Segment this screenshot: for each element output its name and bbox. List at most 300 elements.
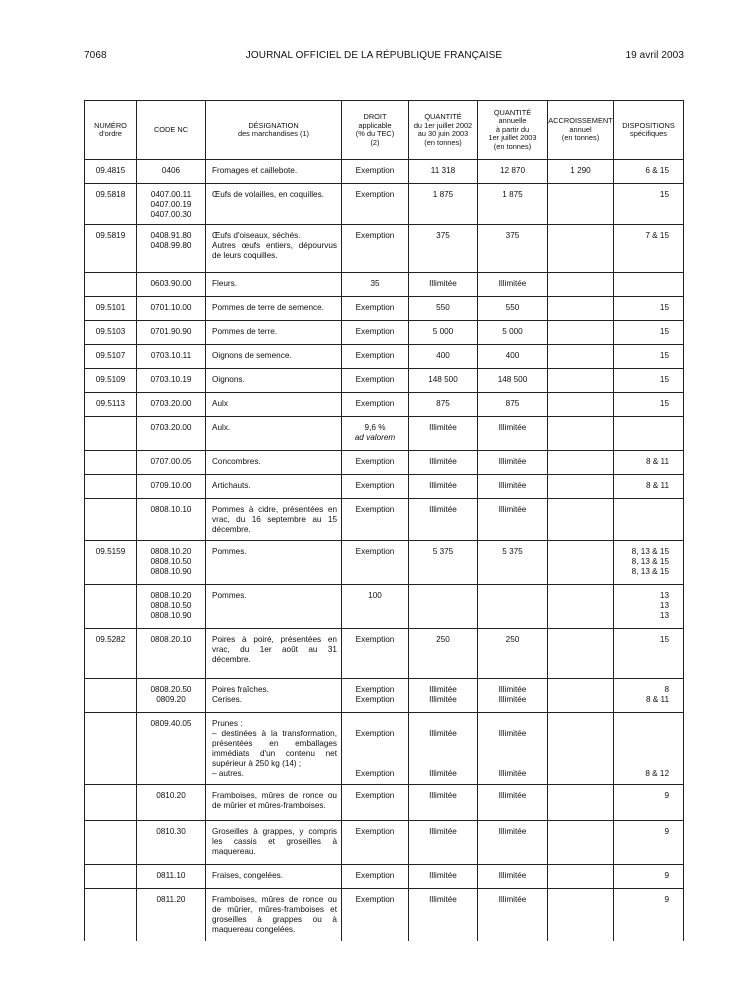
code-nc-cell-line: 0407.00.30 [150,210,192,219]
col-numero-ordre [85,101,137,160]
quantite-2002-cell-line [411,719,475,729]
droit-cell [342,297,409,321]
dispositions-cell-line [616,749,669,759]
quantite-2003-cell-line: Illimitée [498,423,527,432]
table-row [85,541,684,585]
dispositions-cell-line: 13 [659,591,669,600]
column-header-line: au 30 juin 2003 [417,129,469,138]
designation-cell-line: Autres œufs entiers, dépourvus de leurs coquilles. [212,241,340,260]
droit-cell-line [344,749,406,759]
designation-cell-line: Aulx. [212,423,231,432]
code-nc-cell-line: 0408.91.80 [150,231,192,240]
designation-cell-line: Œufs de volailles, en coquilles. [212,190,324,199]
quantite-2002-cell [409,541,478,585]
quantite-2003-cell-line: 1 875 [502,190,523,199]
accroissement-cell [548,321,614,345]
table-row [85,713,684,785]
quantite-2003-cell-line: Illimitée [498,871,527,880]
dispositions-cell-line: 9 [664,871,669,880]
ordre-cell [85,273,137,297]
quantite-2003-cell-line: Illimitée [498,827,527,836]
table-row [85,499,684,541]
code-nc-cell-line: 0810.30 [156,827,186,836]
designation-cell [206,713,342,785]
droit-cell-line: Exemption [355,231,395,240]
code-nc-cell [137,451,206,475]
droit-cell [342,785,409,821]
quantite-2003-cell [478,629,548,679]
code-nc-cell-line: 0811.20 [156,895,186,904]
code-nc-cell-line: 0808.10.50 [150,557,192,566]
dispositions-cell [614,417,684,451]
column-header-line: spécifiques [630,129,667,138]
col-quantite-2002 [409,101,478,160]
quantite-2003-cell [478,160,548,184]
ordre-cell-value: 09.5818 [95,190,126,199]
quantite-2002-cell-line: Illimitée [429,729,457,738]
code-nc-cell [137,321,206,345]
code-nc-cell [137,369,206,393]
code-nc-cell-line: 0703.20.00 [150,399,192,408]
droit-cell-line: Exemption [355,166,395,175]
dispositions-cell-line [616,505,669,515]
code-nc-cell [137,393,206,417]
designation-cell [206,499,342,541]
table-row [85,369,684,393]
code-nc-cell [137,821,206,865]
code-nc-cell-line: 0709.10.00 [150,481,192,490]
dispositions-cell [614,369,684,393]
code-nc-cell-line: 0810.20 [156,791,186,800]
droit-cell [342,369,409,393]
quantite-2003-cell [478,499,548,541]
droit-cell [342,321,409,345]
designation-cell [206,393,342,417]
droit-cell [342,541,409,585]
droit-cell [342,393,409,417]
ordre-cell [85,160,137,184]
quantite-2003-cell [478,451,548,475]
quantite-2002-cell [409,417,478,451]
code-nc-cell-line: 0808.10.10 [150,505,192,514]
accroissement-cell [548,865,614,889]
code-nc-cell-line: 0808.10.50 [150,601,192,610]
quantite-2002-cell [409,865,478,889]
code-nc-cell [137,297,206,321]
ordre-cell [85,629,137,679]
accroissement-cell-value: 1 290 [570,166,591,175]
ordre-cell [85,393,137,417]
code-nc-cell-line: 0809.20 [156,695,186,704]
dispositions-cell-line [616,729,669,739]
designation-cell [206,541,342,585]
designation-cell [206,679,342,713]
droit-cell [342,273,409,297]
designation-cell [206,160,342,184]
quantite-2002-cell-line: Illimitée [429,685,457,694]
quantite-2002-cell-line: 400 [436,351,450,360]
quantite-2003-cell-line: Illimitée [498,457,527,466]
droit-cell-line [344,719,406,729]
designation-cell [206,345,342,369]
designation-cell-line: Fleurs. [212,279,238,288]
quantite-2002-cell-line: 5 000 [432,327,454,336]
dispositions-cell-line: 15 [659,303,669,312]
table-row [85,393,684,417]
ordre-cell [85,785,137,821]
droit-cell-line: Exemption [355,871,395,880]
table-header-row [85,101,684,160]
code-nc-cell-line: 0407.00.11 [150,190,192,199]
code-nc-cell-line: 0701.10.00 [150,303,192,312]
quantite-2002-cell [409,297,478,321]
droit-cell-line: Exemption [355,351,395,360]
table-row [85,865,684,889]
code-nc-cell-line: 0809.40.05 [150,719,192,728]
quantite-2003-cell-line: Illimitée [498,695,527,704]
quantite-2003-cell-line: Illimitée [498,505,527,514]
column-header-line: 1er juillet 2003 [488,133,537,143]
accroissement-cell [548,369,614,393]
code-nc-cell [137,160,206,184]
quantite-2003-cell-line [480,591,545,601]
accroissement-cell [548,417,614,451]
accroissement-cell [548,679,614,713]
accroissement-cell [548,160,614,184]
designation-cell [206,889,342,941]
quantite-2002-cell [409,499,478,541]
code-nc-cell-line: 0703.10.19 [150,375,192,384]
quantite-2002-cell [409,629,478,679]
droit-cell-line: Exemption [355,481,395,490]
quantite-2003-cell [478,225,548,273]
table-row [85,225,684,273]
quantite-2003-cell-line: 875 [505,399,520,408]
designation-cell-line: Groseilles à grappes, y compris les cassis et groseilles à maquereau. [212,827,340,856]
designation-cell [206,225,342,273]
quantite-2003-cell-line: 400 [505,351,520,360]
ordre-cell [85,713,137,785]
droit-cell-line: 100 [368,591,382,600]
droit-cell-line [344,739,406,749]
quantite-2003-cell-line: Illimitée [498,895,527,904]
quantite-2002-cell [409,451,478,475]
ordre-cell [85,679,137,713]
ordre-cell [85,889,137,941]
journal-title: JOURNAL OFFICIEL DE LA RÉPUBLIQUE FRANÇAISE [245,50,503,61]
code-nc-cell [137,345,206,369]
column-header-line: (en tonnes) [493,141,532,151]
quantite-2003-cell-line: 375 [505,231,520,240]
table-row [85,345,684,369]
accroissement-cell [548,225,614,273]
quantite-2002-cell-line [411,749,475,759]
quantite-2003-cell-line: Illimitée [498,685,527,694]
quantite-2002-cell-line [411,591,475,601]
col-droit [342,101,409,160]
accroissement-cell [548,499,614,541]
dispositions-cell [614,225,684,273]
dispositions-cell-line: 8 & 11 [645,695,669,704]
dispositions-cell-line: 8, 13 & 15 [631,567,669,576]
dispositions-cell [614,889,684,941]
droit-cell-line: 35 [370,279,380,288]
ordre-cell-value: 09.5282 [95,635,126,644]
code-nc-cell-line: 0707.00.05 [150,457,192,466]
droit-cell [342,713,409,785]
ordre-cell [85,499,137,541]
designation-cell-line: Artichauts. [212,481,251,490]
quantite-2003-cell [478,417,548,451]
quantite-2003-cell-line [480,749,545,759]
accroissement-cell [548,785,614,821]
code-nc-cell-line: 0603.90.00 [150,279,192,288]
dispositions-cell [614,321,684,345]
accroissement-cell [548,273,614,297]
designation-cell-line: – autres. [212,769,244,778]
ordre-cell-value: 09.4815 [95,166,126,175]
quantite-2003-cell [478,297,548,321]
column-header-line: DÉSIGNATION [248,120,299,130]
dispositions-cell [614,475,684,499]
quantite-2002-cell [409,273,478,297]
col-dispositions [614,101,684,160]
col-quantite-2003 [478,101,548,160]
designation-cell-line: Oignons de semence. [212,351,292,360]
quantite-2002-cell-line: 375 [436,231,450,240]
designation-cell [206,475,342,499]
dispositions-cell [614,393,684,417]
droit-cell [342,679,409,713]
droit-cell [342,629,409,679]
quantite-2003-cell-line: 550 [505,303,520,312]
dispositions-cell [614,541,684,585]
dispositions-cell-line: 15 [659,399,669,408]
column-header-line: NUMÉRO [94,120,127,130]
col-code-nc [137,101,206,160]
ordre-cell [85,321,137,345]
designation-cell-line: Concombres. [212,457,261,466]
dispositions-cell-line [616,739,669,749]
droit-cell [342,821,409,865]
quantite-2002-cell [409,345,478,369]
dispositions-cell-line: 15 [659,635,669,644]
droit-cell-line: Exemption [355,457,395,466]
droit-cell-line: Exemption [355,303,395,312]
column-header-line: annuel [569,124,592,134]
quantite-2003-cell-line: 5 375 [502,547,523,556]
dispositions-cell-line: 13 [659,601,669,610]
quantite-2003-cell-line: Illimitée [498,481,527,490]
column-header-line: (% du TEC) [355,129,395,138]
droit-cell-line: Exemption [355,399,395,408]
dispositions-cell-line: 15 [659,190,669,199]
droit-cell-line: Exemption [355,827,395,836]
quantite-2003-cell-line: Illimitée [498,769,527,778]
quantite-2003-cell [478,889,548,941]
ordre-cell [85,369,137,393]
accroissement-cell [548,629,614,679]
quantite-2003-cell [478,541,548,585]
quantite-2002-cell [409,321,478,345]
ordre-cell-value: 09.5103 [95,327,126,336]
designation-cell-line: Aulx [212,399,228,408]
quantite-2002-cell-line: 148 500 [428,375,458,384]
designation-cell-line: Poires fraîches. [212,685,269,694]
code-nc-cell-line: 0808.10.20 [150,547,192,556]
code-nc-cell-line: 0808.10.20 [150,591,192,600]
quantite-2002-cell [409,225,478,273]
column-header-line: CODE NC [153,124,189,134]
table-row [85,321,684,345]
ordre-cell [85,345,137,369]
ordre-cell [85,821,137,865]
table-row [85,889,684,941]
quantite-2002-cell [409,393,478,417]
column-header-line: QUANTITÉ [493,107,532,117]
code-nc-cell [137,417,206,451]
ordre-cell [85,297,137,321]
tariff-quota-table [84,100,684,941]
quantite-2002-cell-line: 250 [436,635,450,644]
quantite-2003-cell-line: Illimitée [498,729,527,738]
designation-cell [206,321,342,345]
ordre-cell-value: 09.5101 [95,303,126,312]
quantite-2003-cell [478,821,548,865]
accroissement-cell [548,297,614,321]
quantite-2002-cell-line: 5 375 [432,547,454,556]
droit-cell [342,345,409,369]
column-header-line: (en tonnes) [561,133,600,143]
droit-cell [342,865,409,889]
dispositions-cell-line [616,759,669,769]
ordre-cell [85,475,137,499]
designation-cell [206,821,342,865]
droit-cell [342,184,409,225]
droit-cell-line: Exemption [355,769,395,778]
publication-date: 19 avril 2003 [625,50,684,61]
quantite-2003-cell [478,273,548,297]
quantite-2002-cell-line: Illimitée [429,791,457,800]
accroissement-cell [548,475,614,499]
ordre-cell [85,184,137,225]
code-nc-cell-line: 0406 [161,166,181,175]
ordre-cell-value: 09.5107 [95,351,126,360]
designation-cell [206,451,342,475]
accroissement-cell [548,713,614,785]
ordre-cell [85,865,137,889]
dispositions-cell-line: 8, 13 & 15 [631,557,669,566]
table-row [85,679,684,713]
designation-cell-line: Cerises. [212,695,243,704]
droit-cell-line: Exemption [355,729,395,738]
quantite-2003-cell [478,785,548,821]
code-nc-cell [137,629,206,679]
dispositions-cell-line: 13 [659,611,669,620]
ordre-cell [85,451,137,475]
ordre-cell-value: 09.5109 [95,375,126,384]
quantite-2003-cell [478,679,548,713]
quantite-2002-cell-line [411,759,475,769]
table-row [85,629,684,679]
column-header-line: d'ordre [99,129,122,138]
table-body [85,160,684,941]
dispositions-cell [614,821,684,865]
designation-cell [206,865,342,889]
designation-cell-line: Fromages et caillebote. [212,166,298,175]
droit-cell-line: Exemption [355,190,395,199]
column-header-line: (2) [370,137,380,147]
dispositions-cell-line [616,719,669,729]
designation-cell [206,629,342,679]
droit-cell-line: Exemption [355,791,395,800]
designation-cell-line: Œufs d'oiseaux, séchés. [212,231,301,240]
quantite-2003-cell-line: Illimitée [498,279,527,288]
droit-cell-line: 9,6 % [364,423,386,432]
quantite-2003-cell [478,585,548,629]
designation-cell [206,585,342,629]
dispositions-cell-line: 8 & 12 [645,769,669,778]
quantite-2002-cell [409,369,478,393]
code-nc-cell [137,499,206,541]
accroissement-cell [548,184,614,225]
code-nc-cell [137,585,206,629]
dispositions-cell [614,785,684,821]
droit-cell-line [344,759,406,769]
designation-cell [206,369,342,393]
designation-cell-line: Pommes. [212,547,247,556]
designation-cell-line: – destinées à la transformation, présentées en emballages immédiats d'un contenu net supérieur à 250 kg (14) ; [212,729,340,768]
quantite-2002-cell-line: 550 [436,303,450,312]
quantite-2003-cell-line: Illimitée [498,791,527,800]
column-header-line: (en tonnes) [424,137,462,147]
ordre-cell-value: 09.5819 [95,231,126,240]
quantite-2002-cell-line: Illimitée [429,871,457,880]
quantite-2002-cell-line: 1 875 [432,190,454,199]
dispositions-cell-line: 9 [664,827,669,836]
quantite-2002-cell-line: Illimitée [429,895,457,904]
dispositions-cell-line: 9 [664,791,669,800]
ordre-cell-value: 09.5113 [96,399,125,408]
designation-cell-line: Framboises, mûres de ronce ou de mûrier et mûres-framboises. [212,791,340,810]
designation-cell-line: Pommes à cidre, présentées en vrac, du 16 septembre au 15 décembre. [212,505,340,534]
dispositions-cell-line: 8 & 11 [645,457,669,466]
quantite-2002-cell-line: Illimitée [429,505,457,514]
quantite-2003-cell [478,475,548,499]
accroissement-cell [548,393,614,417]
accroissement-cell [548,541,614,585]
droit-cell [342,417,409,451]
code-nc-cell [137,184,206,225]
quantite-2003-cell-line: 12 870 [499,166,526,175]
designation-cell-line: Pommes de terre de semence. [212,303,324,312]
table-row [85,417,684,451]
quantite-2002-cell-line: 875 [436,399,450,408]
table-row [85,821,684,865]
quantite-2002-cell [409,821,478,865]
droit-cell-line: ad valorem [354,433,396,442]
designation-cell-line: Framboises, mûres de ronce ou de mûrier, mûres-framboises et groseilles à grappes ou à maquereau congelées. [212,895,340,934]
quantite-2002-cell-line: Illimitée [429,457,457,466]
droit-cell [342,451,409,475]
designation-cell-line: Oignons. [212,375,245,384]
dispositions-cell-line: 8 [664,685,669,694]
quantite-2002-cell [409,585,478,629]
ordre-cell [85,225,137,273]
code-nc-cell [137,273,206,297]
designation-cell-line: Pommes. [212,591,247,600]
dispositions-cell [614,629,684,679]
